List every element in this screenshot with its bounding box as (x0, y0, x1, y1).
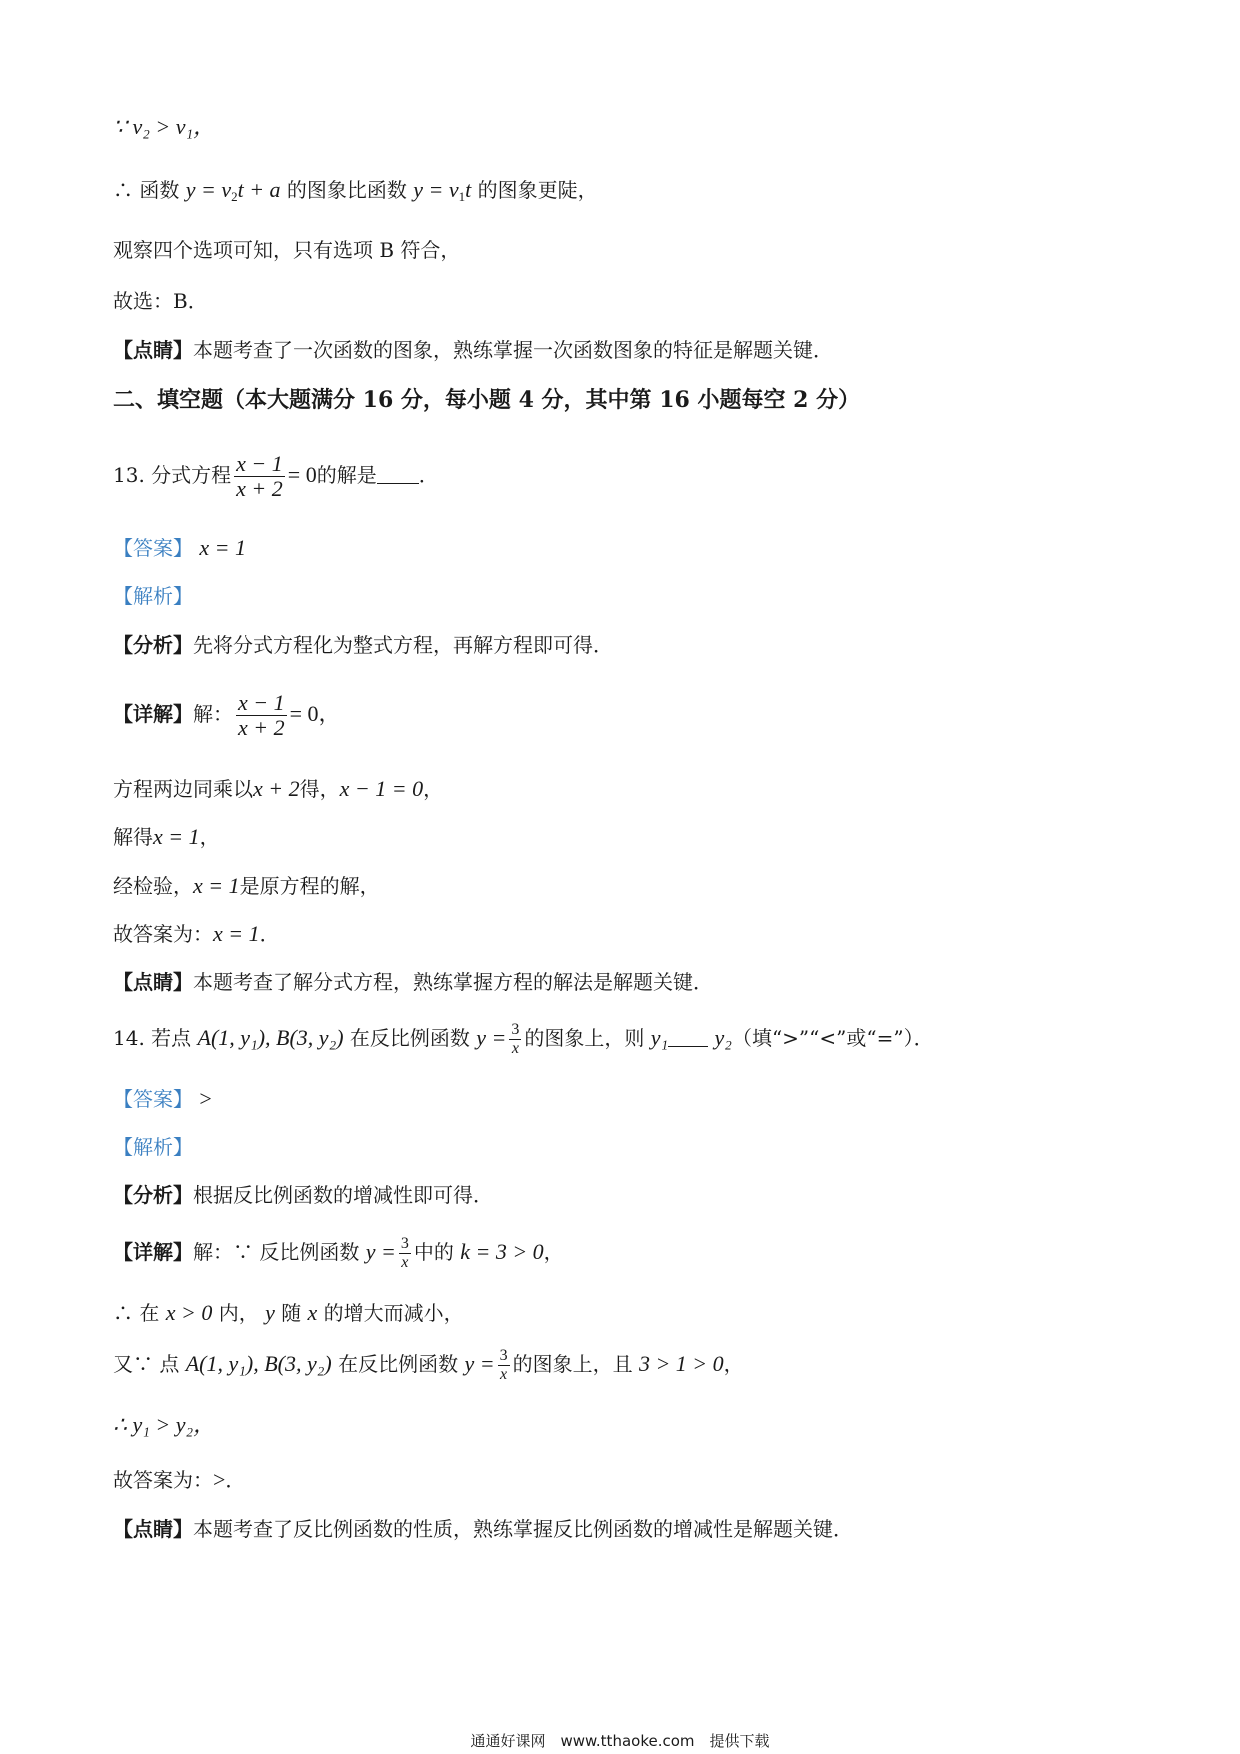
q13-fraction: $\frac{x - 1}{x + 2}$ (236, 451, 283, 501)
q14-step2: 又∵ 点 A(1, y₁), B(3, y₂) 在反比例函数 y = $\frac{3}{x}$ 的图象上，且 3 > 1 > 0， (113, 1347, 744, 1383)
q13-detail: 【详解】解： $\frac{x - 1}{x + 2}$ = 0， (113, 690, 341, 740)
page-footer: 通通好课网 www.tthaoke.com 提供下载 (470, 1732, 770, 1750)
q14-step1: ∴ 在 x > 0 内， y 随 x 的增大而减小， (113, 1300, 464, 1325)
because-line (113, 113, 215, 141)
v-compare: ∵ v₂ > v₁， (113, 114, 216, 139)
q14-stem: 14. 若点 A(1, y₁), B(3, y₂) 在反比例函数 y = $\frac{3}{x}$ 的图象上，则 y₁ y₂（填“>”“<”或“=”）． (113, 1021, 934, 1057)
formula-v1: $y = v_1t$ (413, 177, 472, 204)
q13-step2: 解得x = 1， (113, 824, 220, 849)
therefore-line: ∴ 函数 $y = v_2t + a$ 的图象比函数 $y = v_1t$ 的图象更陡， (113, 177, 598, 204)
formula-v2: $y = v_2t + a$ (185, 177, 281, 204)
q13-step4: 故答案为：x = 1． (113, 921, 280, 946)
q14-note: 【点睛】本题考查了反比例函数的性质，熟练掌握反比例函数的增减性是解题关键． (113, 1517, 853, 1541)
q13-analysis-tag: 【解析】 (113, 584, 193, 608)
choose-line: 故选：B． (113, 289, 208, 313)
q14-detail: 【详解】解：∵ 反比例函数 y = $\frac{3}{x}$ 中的 k = 3 > 0， (113, 1235, 564, 1271)
q14-analysis-tag: 【解析】 (113, 1135, 193, 1159)
q13-answer: 【答案】 x = 1 (113, 535, 246, 560)
q14-step4: 故答案为：>． (113, 1467, 246, 1492)
q13-step1: 方程两边同乘以x + 2得，x − 1 = 0， (113, 776, 444, 801)
q14-blank (668, 1046, 708, 1047)
q13-step3: 经检验，x = 1是原方程的解， (113, 873, 380, 898)
q13-fenxi: 【分析】先将分式方程化为整式方程，再解方程即可得． (113, 633, 613, 657)
q14-fenxi: 【分析】根据反比例函数的增减性即可得． (113, 1183, 493, 1207)
q14-answer: 【答案】 > (113, 1086, 212, 1111)
q13-note: 【点睛】本题考查了解分式方程，熟练掌握方程的解法是解题关键． (113, 970, 713, 994)
section-title: 二、填空题（本大题满分 16 分，每小题 4 分，其中第 16 小题每空 2 分） (113, 387, 861, 413)
q14-fraction: $\frac{3}{x}$ (511, 1021, 520, 1057)
dianjing-12: 【点睛】本题考查了一次函数的图象，熟练掌握一次函数图象的特征是解题关键． (113, 338, 833, 362)
q13-stem: 13. 分式方程 $\frac{x - 1}{x + 2}$ = 0的解是 ． (113, 451, 439, 501)
observe-line: 观察四个选项可知，只有选项 B 符合， (113, 238, 461, 262)
q13-blank (377, 483, 419, 484)
q14-step3: ∴ y₁ > y₂， (113, 1412, 216, 1437)
